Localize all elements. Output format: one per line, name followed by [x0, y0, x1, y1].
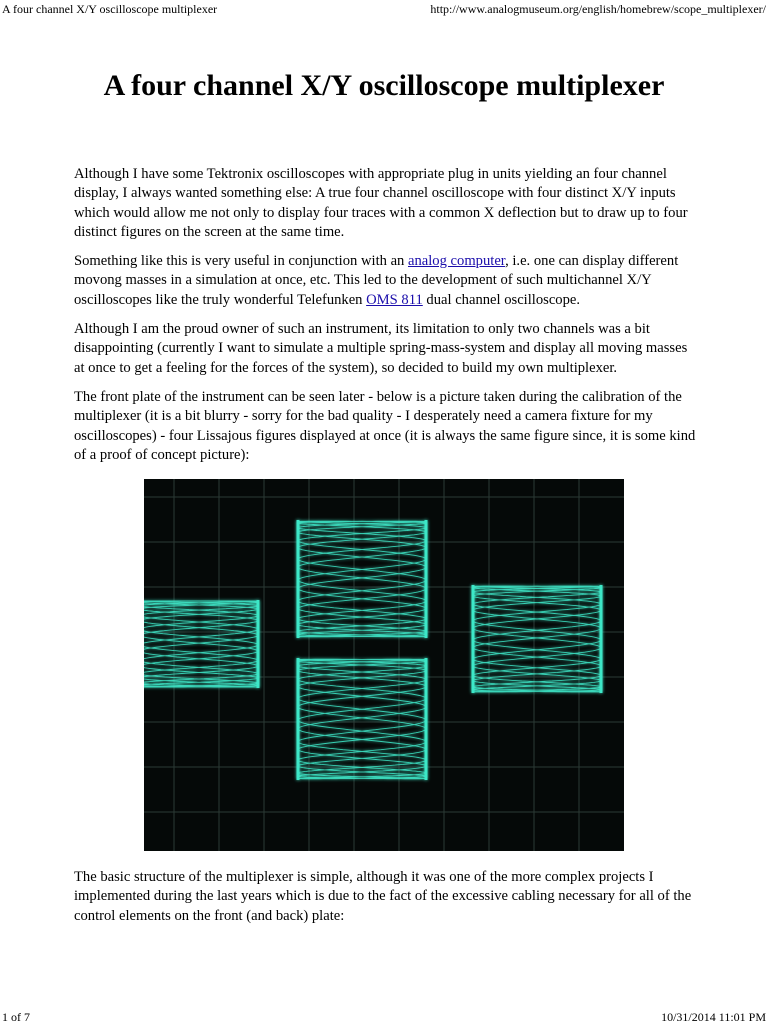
- article-body: [74, 165, 696, 936]
- print-header: [0, 1, 768, 17]
- oscilloscope-photo: [144, 479, 624, 851]
- paragraph-structure: The basic structure of the multiplexer is simple, although it was one of the more complex projects I implemented during the last years which is due to the fact of the excessive cabling necessary for all of the control elements on the front (and back) plate:: [74, 869, 692, 924]
- paragraph-text: dual channel oscilloscope.: [422, 291, 581, 308]
- print-timestamp: 10/31/2014 11:01 PM: [661, 1010, 766, 1024]
- header-page-title: A four channel X/Y oscilloscope multiplexer: [2, 2, 218, 16]
- paragraph-calibration: The front plate of the instrument can be seen later - below is a picture taken during the calibration of the multiplexer (it is a bit blurry - sorry for the bad quality - I desperately need a camera fixture for my oscilloscopes) - four Lissajous figures displayed at once (it is always the same figure since, it is some kind of a proof of concept picture):: [74, 388, 696, 463]
- page-title: A four channel X/Y oscilloscope multiplexer: [103, 69, 665, 102]
- paragraph-text: , i.e. one can display different movong masses in a simulation at once, etc. This led to the development of such multichannel X/Y oscilloscopes like the truly wonderful Telefunken: [74, 253, 679, 308]
- header-url: http://www.analogmuseum.org/english/homebrew/scope_multiplexer/: [430, 2, 766, 16]
- paragraph-intro: Although I have some Tektronix oscilloscopes with appropriate plug in units yielding an four channel display, I always wanted something else: A true four channel oscilloscope with four distinct X/Y inputs which would allow me not only to display four traces with a common X deflection but to draw up to four distinct figures on the screen at the same time.: [74, 166, 688, 240]
- analog-computer-link[interactable]: analog computer: [408, 253, 506, 270]
- paragraph-analog-computer: [74, 252, 696, 310]
- page-counter: 1 of 7: [2, 1010, 30, 1024]
- paragraph-text: Something like this is very useful in conjunction with an: [74, 253, 408, 270]
- paragraph-limitation: Although I am the proud owner of such an instrument, its limitation to only two channels was a bit disappointing (currently I want to simulate a multiple spring-mass-system and display all moving masses at once to get a feeling for the forces of the system), so decided to build my own multiplexer.: [74, 321, 688, 376]
- oms-811-link[interactable]: OMS 811: [366, 291, 423, 308]
- print-footer: [0, 1009, 768, 1025]
